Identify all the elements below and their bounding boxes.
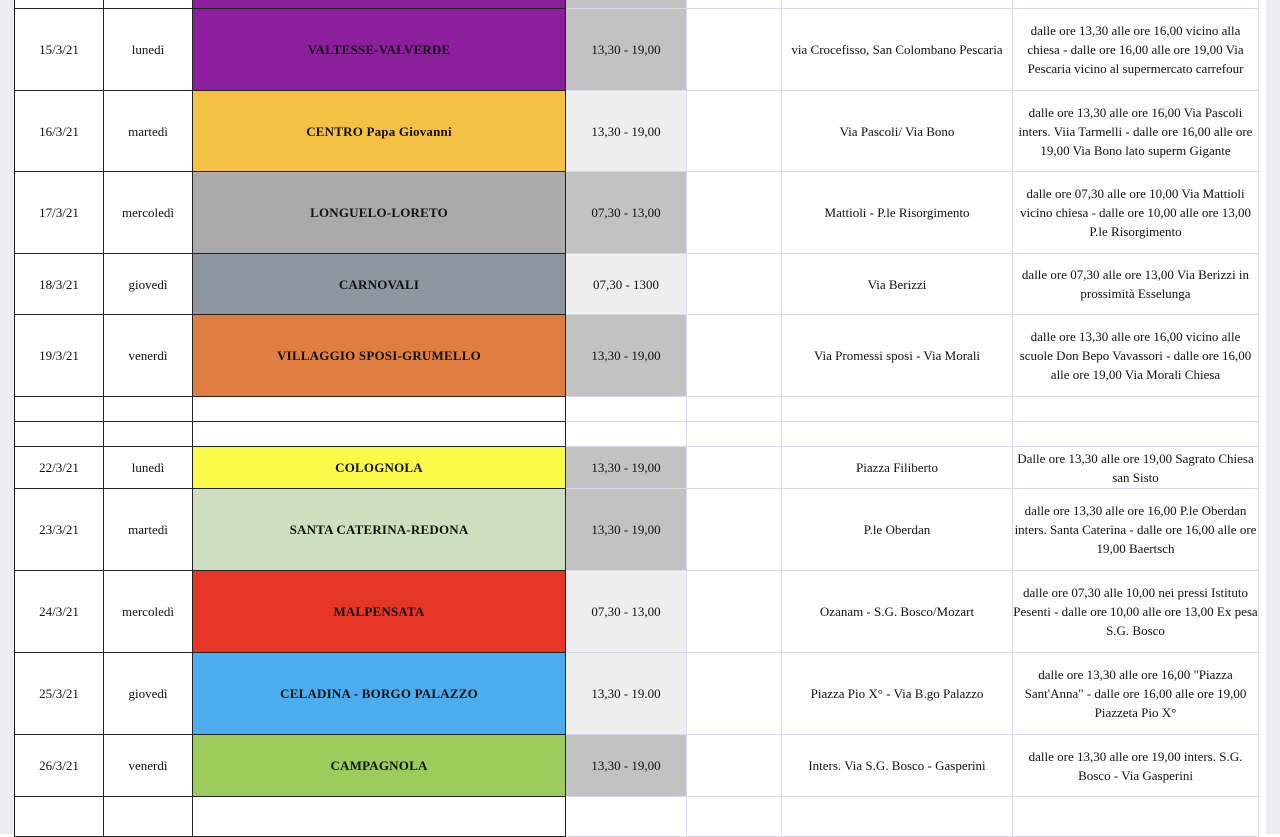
time-cell	[566, 397, 687, 422]
time-cell	[566, 0, 687, 9]
time-cell: 13,30 - 19,00	[566, 91, 687, 172]
zone-cell: MALPENSATA	[193, 571, 566, 653]
weekday-cell: venerdì	[104, 315, 193, 397]
weekday-cell: venerdì	[104, 735, 193, 797]
weekday-cell: lunedì	[104, 447, 193, 489]
zone-cell	[193, 797, 566, 837]
schedule-row	[15, 315, 1259, 397]
time-cell: 13,30 - 19,00	[566, 489, 687, 571]
time-cell	[566, 422, 687, 447]
zone-cell: COLOGNOLA	[193, 447, 566, 489]
place-cell: Inters. Via S.G. Bosco - Gasperini	[782, 735, 1013, 797]
weekday-cell: mercoledì	[104, 571, 193, 653]
time-cell: 07,30 - 1300	[566, 254, 687, 315]
date-cell	[15, 797, 104, 837]
place-cell: via Crocefisso, San Colombano Pescaria	[782, 9, 1013, 91]
place-cell: Ozanam - S.G. Bosco/Mozart	[782, 571, 1013, 653]
spacer-row	[15, 397, 1259, 422]
zone-cell	[193, 397, 566, 422]
note-cell	[1013, 797, 1259, 837]
weekday-cell: lunedì	[104, 9, 193, 91]
spacer-row	[15, 422, 1259, 447]
note-cell: dalle ore 07,30 alle ore 10,00 Via Mattioli vicino chiesa - dalle ore 10,00 alle ore 13,00 P.le Risorgimento	[1013, 172, 1259, 254]
note-cell: dalle ore 13,30 alle ore 16,00 Via Pascoli inters. Viia Tarmelli - dalle ore 16,00 alle ore 19,00 Via Bono lato superm Gigante	[1013, 91, 1259, 172]
schedule-row	[15, 91, 1259, 172]
schedule-body	[15, 0, 1259, 837]
zone-cell	[193, 422, 566, 447]
schedule-row	[15, 653, 1259, 735]
date-cell: 23/3/21	[15, 489, 104, 571]
date-cell	[15, 0, 104, 9]
place-cell: Piazza Pio X° - Via B.go Palazzo	[782, 653, 1013, 735]
schedule-row	[15, 571, 1259, 653]
zone-cell: LONGUELO-LORETO	[193, 172, 566, 254]
schedule-table	[14, 0, 1259, 837]
schedule-row	[15, 9, 1259, 91]
date-cell: 15/3/21	[15, 9, 104, 91]
date-cell: 19/3/21	[15, 315, 104, 397]
blank-cell	[687, 797, 782, 837]
weekday-cell: martedì	[104, 489, 193, 571]
blank-cell	[687, 735, 782, 797]
weekday-cell	[104, 422, 193, 447]
schedule-row	[15, 735, 1259, 797]
date-cell: 26/3/21	[15, 735, 104, 797]
left-margin-strip	[0, 0, 14, 834]
date-cell: 25/3/21	[15, 653, 104, 735]
time-cell	[566, 797, 687, 837]
weekday-cell	[104, 0, 193, 9]
note-cell: dalle ore 13,30 alle ore 16,00 P.le Oberdan inters. Santa Caterina - dalle ore 16,00 alle ore 19,00 Baertsch	[1013, 489, 1259, 571]
blank-cell	[687, 422, 782, 447]
time-cell: 07,30 - 13,00	[566, 172, 687, 254]
schedule-row	[15, 489, 1259, 571]
note-cell: dalle ore 13,30 alle ore 19,00 inters. S.G. Bosco - Via Gasperini	[1013, 735, 1259, 797]
weekday-cell	[104, 397, 193, 422]
date-cell: 16/3/21	[15, 91, 104, 172]
time-cell: 13,30 - 19.00	[566, 653, 687, 735]
zone-cell: CAMPAGNOLA	[193, 735, 566, 797]
zone-cell: SANTA CATERINA-REDONA	[193, 489, 566, 571]
place-cell: Via Promessi sposi - Via Morali	[782, 315, 1013, 397]
time-cell: 07,30 - 13,00	[566, 571, 687, 653]
note-cell: dalle ore 13,30 alle ore 16,00 vicino alla chiesa - dalle ore 16,00 alle ore 19,00 Via Pescaria vicino al supermercato carrefour	[1013, 9, 1259, 91]
weekday-cell: giovedì	[104, 254, 193, 315]
zone-cell: VALTESSE-VALVERDE	[193, 9, 566, 91]
zone-cell: CENTRO Papa Giovanni	[193, 91, 566, 172]
blank-cell	[687, 91, 782, 172]
date-cell: 22/3/21	[15, 447, 104, 489]
blank-cell	[687, 571, 782, 653]
blank-cell	[687, 653, 782, 735]
note-cell	[1013, 397, 1259, 422]
place-cell	[782, 797, 1013, 837]
place-cell: Via Berizzi	[782, 254, 1013, 315]
place-cell	[782, 0, 1013, 9]
place-cell	[782, 422, 1013, 447]
weekday-cell: martedì	[104, 91, 193, 172]
note-cell: dalle ore 07,30 alle ore 13,00 Via Berizzi in prossimità Esselunga	[1013, 254, 1259, 315]
note-cell: dalle ore 13,30 alle ore 16,00 vicino alle scuole Don Bepo Vavassori - dalle ore 16,00 alle ore 19,00 Via Morali Chiesa	[1013, 315, 1259, 397]
place-cell: P.le Oberdan	[782, 489, 1013, 571]
blank-cell	[687, 0, 782, 9]
time-cell: 13,30 - 19,00	[566, 315, 687, 397]
schedule-row	[15, 447, 1259, 489]
place-cell: Mattioli - P.le Risorgimento	[782, 172, 1013, 254]
note-cell	[1013, 422, 1259, 447]
date-cell	[15, 397, 104, 422]
weekday-cell: mercoledì	[104, 172, 193, 254]
note-cell: dalle ore 07,30 alle 10,00 nei pressi Istituto Pesenti - dalle ore 10,00 alle ore 13,00 Ex pesa S.G. Bosco	[1013, 571, 1259, 653]
date-cell: 17/3/21	[15, 172, 104, 254]
note-cell	[1013, 0, 1259, 9]
blank-cell	[687, 397, 782, 422]
weekday-cell	[104, 797, 193, 837]
time-cell: 13,30 - 19,00	[566, 735, 687, 797]
zone-cell: CELADINA - BORGO PALAZZO	[193, 653, 566, 735]
place-cell: Via Pascoli/ Via Bono	[782, 91, 1013, 172]
note-cell: dalle ore 13,30 alle ore 16,00 "Piazza Sant'Anna" - dalle ore 16,00 alle ore 19,00 Piazzeta Pio X°	[1013, 653, 1259, 735]
schedule-row	[15, 797, 1259, 837]
place-cell	[782, 397, 1013, 422]
weekday-cell: giovedì	[104, 653, 193, 735]
blank-cell	[687, 489, 782, 571]
zone-cell: VILLAGGIO SPOSI-GRUMELLO	[193, 315, 566, 397]
blank-cell	[687, 9, 782, 91]
time-cell: 13,30 - 19,00	[566, 447, 687, 489]
blank-cell	[687, 172, 782, 254]
blank-cell	[687, 447, 782, 489]
time-cell: 13,30 - 19,00	[566, 9, 687, 91]
schedule-row	[15, 254, 1259, 315]
date-cell: 18/3/21	[15, 254, 104, 315]
place-cell: Piazza Filiberto	[782, 447, 1013, 489]
zone-cell: CARNOVALI	[193, 254, 566, 315]
schedule-row	[15, 172, 1259, 254]
schedule-row	[15, 0, 1259, 9]
date-cell: 24/3/21	[15, 571, 104, 653]
blank-cell	[687, 315, 782, 397]
zone-cell	[193, 0, 566, 9]
right-margin-strip	[1266, 0, 1280, 834]
note-cell: Dalle ore 13,30 alle ore 19,00 Sagrato Chiesa san Sisto	[1013, 447, 1259, 489]
blank-cell	[687, 254, 782, 315]
date-cell	[15, 422, 104, 447]
